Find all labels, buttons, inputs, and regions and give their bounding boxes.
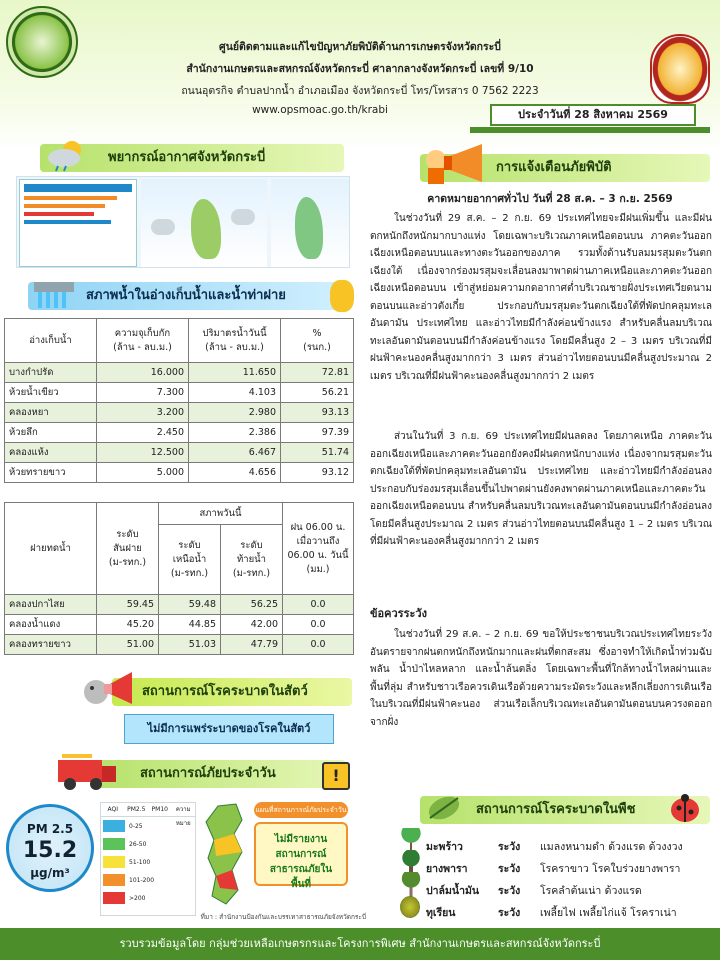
weir-header-upstream: ระดับ เหนือน้ำ (ม-รทก.) (159, 525, 221, 595)
weir-header-today: สภาพวันนี้ (159, 503, 283, 525)
footer (0, 928, 720, 960)
aqi-level-row: 51-100 (101, 853, 195, 871)
table-row: ห้วยน้ำเขียว 7.300 4.103 56.21 (5, 383, 354, 403)
report-date: ประจำวันที่ 28 สิงหาคม 2569 (490, 104, 696, 126)
header-line-2: สำนักงานเกษตรและสหกรณ์จังหวัดกระบี่ ศาลากลางจังหวัดกระบี่ เลขที่ 9/10 (186, 63, 534, 75)
warn-label: ระวัง (498, 907, 521, 919)
krabi-seal-logo (650, 34, 710, 104)
weir-header-downstream: ระดับ ท้ายน้ำ (ม-รทก.) (221, 525, 283, 595)
header-line-3: ถนนอุตรกิจ ตำบลปากน้ำ อำเภอเมือง จังหวัดกระบี่ โทร/โทรสาร 0 7562 2223 (181, 85, 539, 97)
pest-detail: โรคลำต้นเน่า ด้วงแรด (540, 885, 642, 897)
animal-title: สถานการณ์โรคระบาดในสัตว์ (142, 684, 308, 699)
animal-status-text: ไม่มีการแพร่ระบาดของโรคในสัตว์ (147, 722, 311, 735)
leaf-icon (424, 790, 464, 826)
megaphone-animal-icon (82, 666, 140, 710)
fire-truck-icon (56, 750, 120, 792)
hazard-map (198, 800, 350, 910)
hazard-map-title: แผนที่สถานการณ์ภัยประจำวัน (254, 802, 348, 818)
reservoir-table (4, 318, 354, 483)
aqi-level-row: 101-200 (101, 871, 195, 889)
caution-paragraph: ในช่วงวันที่ 29 ส.ค. – 2 ก.ย. 69 ขอให้ประชาชนบริเวณประเทศไทยระวังอันตรายจากฝนตกหนักถึงหนักมากและฝนที่ตกสะสม ซึ่งอาจทำให้เกิดน้ำท่วมฉับพลัน น้ำป่าไหลหลาก และน้ำล้นตลิ่ง โดยเฉพาะพื้นที่ใกล้ทางน้ำไหลผ่านและพื้นที่ลุ่ม สำหรับชาวเรือควรเดินเรือด้วยความระมัดระวังและหลีกเลี่ยงการเดินเรือในบริเวณที่มีฝนฟ้าคะนอง ส่วนเรือเล็กบริเวณทะเลอันดามันตอนบนควรงดออกจากฝั่ง (370, 629, 712, 728)
weather-forecast-map-1 (141, 179, 267, 267)
table-row: คลองปกาไสย 59.45 59.48 56.25 0.0 (5, 595, 354, 615)
table-row: คลองทรายขาว 51.00 51.03 47.79 0.0 (5, 635, 354, 655)
durian-icon (400, 896, 420, 918)
weir-header-crest: ระดับ สันฝาย (ม-รทก.) (97, 503, 159, 595)
table-row: ห้วยลึก 2.450 2.386 97.39 (5, 423, 354, 443)
aqi-header-row: AQI PM2.5 PM10 ความหมาย (101, 803, 195, 817)
plant-title: สถานการณ์โรคระบาดในพืช (476, 802, 636, 817)
megaphone-icon (424, 142, 486, 186)
pest-detail: แมลงหนามดำ ด้วงแรด ด้วงงวง (540, 841, 683, 853)
weir-header-name: ฝายทดน้ำ (5, 503, 97, 595)
daily-banner (96, 760, 346, 788)
palm-icon (400, 872, 422, 898)
weather-cloud-icon (44, 138, 88, 172)
table-row: คลองน้ำแดง 45.20 44.85 42.00 0.0 (5, 615, 354, 635)
hazard-source: ที่มา : สำนักงานป้องกันและบรรเทาสาธารณภัยจังหวัดกระบี่ (200, 913, 366, 921)
pm25-unit: μg/m³ (30, 866, 70, 880)
weir-table (4, 502, 354, 655)
dam-icon (32, 276, 76, 312)
table-row: บางกำปรัด 16.000 11.650 72.81 (5, 363, 354, 383)
caution-sign-icon: ! (322, 762, 350, 790)
alert-title: การแจ้งเตือนภัยพิบัติ (496, 160, 612, 175)
animal-banner (112, 678, 352, 706)
water-title: สภาพน้ำในอ่างเก็บน้ำและน้ำท่าฝาย (86, 288, 286, 303)
table-row: คลองแห้ง 12.500 6.467 51.74 (5, 443, 354, 463)
table-row: คลองหยา 3.200 2.980 93.13 (5, 403, 354, 423)
ministry-seal-logo (6, 6, 78, 78)
pm25-label: PM 2.5 (26, 822, 74, 836)
reservoir-header-row (5, 319, 354, 363)
reservoir-header-volume: ปริมาตรน้ำวันนี้ (ล้าน - ลบ.ม.) (189, 319, 281, 363)
weather-warning-thumbnail (19, 179, 137, 267)
pest-detail: โรคราขาว โรคใบร่วงยางพารา (540, 863, 681, 875)
alert-paragraph-2: ส่วนในวันที่ 3 ก.ย. 69 ประเทศไทยมีฝนลดลง โดยภาคเหนือ ภาคตะวันออกเฉียงเหนือและภาคตะวันออกยังคงมีฝนตกหนักบางแห่ง เนื่องจากมรสุมตะวันตกเฉียงใต้ที่พัดปกคลุมทะเลอันดามัน ประเทศไทย และอ่าวไทยมีกำลังอ่อนลง ประกอบกับร่องมรสุมเลื่อนขึ้นไปพาดผ่านยังคงพาดผ่านภาคเหนือและภาคตะวันออกเฉียงเหนือตอนบน สำหรับคลื่นลมบริเวณทะเลอันดามันตอนบนมีกำลังอ่อนลง โดยมีคลื่นสูงประมาณ 2 เมตร ส่วนอ่าวไทยตอนบนมีคลื่นสูง 1 – 2 เมตร บริเวณที่มีฝนฟ้าคะนองคลื่นสูงมากกว่า 2 เมตร (370, 431, 712, 547)
aqi-level-row: >200 (101, 889, 195, 907)
crop-name: ปาล์มน้ำมัน (426, 885, 480, 897)
header-line-1: ศูนย์ติดตามและแก้ไขปัญหาภัยพิบัติด้านการเกษตรจังหวัดกระบี่ (219, 41, 501, 53)
animal-status-box (124, 714, 334, 744)
alert-paragraph-1: ในช่วงวันที่ 29 ส.ค. – 2 ก.ย. 69 ประเทศไทยจะมีฝนเพิ่มขึ้น และมีฝนตกหนักถึงหนักมากบางแห่ง โดยเฉพาะบริเวณภาคเหนือตอนบน ภาคตะวันออกเฉียงเหนือตอนบนและทางตะวันออกของภาค รวมทั้งด้านรับลมมรสุมตะวันตกเฉียงใต้ เนื่องจากร่องมรสุมจะเลื่อนลงมาพาดผ่านภาคเหนือและภาคตะวันออกเฉียงเหนือตอนบน เข้าสู่หย่อมความกดอากาศต่ำบริเวณชายฝั่งประเทศเวียดนามตอนบนและอ่าวตังเกี๋ย ประกอบกับมรสุมตะวันตกเฉียงใต้ที่พัดปกคลุมทะเลอันดามัน ประเทศไทย และอ่าวไทยมีกำลังค่อนข้างแรง สำหรับคลื่นลมบริเวณทะเลอันดามันตอนบนมีกำลังค่อนข้างแรง โดยมีคลื่นสูง 2 – 3 เมตร บริเวณที่มีฝนฟ้าคะนองคลื่นสูงมากกว่า 3 เมตร ส่วนอ่าวไทยตอนบนมีคลื่นสูงประมาณ 2 เมตร บริเวณที่มีฝนฟ้าคะนองคลื่นสูงมากกว่า 2 เมตร (370, 213, 712, 382)
aqi-legend (100, 802, 196, 916)
warn-label: ระวัง (498, 885, 521, 897)
aqi-level-row: 0-25 (101, 817, 195, 835)
weir-header-row-1 (5, 503, 354, 525)
weather-forecast-images (16, 176, 350, 268)
aqi-level-row: 26-50 (101, 835, 195, 853)
forecast-period: คาดหมายอากาศทั่วไป วันที่ 28 ส.ค. – 3 ก.ย. 2569 (427, 193, 673, 205)
weather-title: พยากรณ์อากาศจังหวัดกระบี่ (108, 150, 266, 165)
pm25-panel (4, 800, 98, 916)
table-row: ห้วยทรายขาว 5.000 4.656 93.12 (5, 463, 354, 483)
crop-name: มะพร้าว (426, 841, 463, 853)
crop-name: ทุเรียน (426, 907, 456, 919)
footer-text: รวบรวมข้อมูลโดย กลุ่มช่วยเหลือเกษตรกรและโครงการพิเศษ สำนักงานเกษตรและสหกรณ์จังหวัดกระบี่ (119, 937, 601, 950)
weir-header-rain: ฝน 06.00 น. เมื่อวานถึง 06.00 น. วันนี้ (มม.) (283, 503, 354, 595)
crop-name: ยางพารา (426, 863, 468, 875)
weather-forecast-map-2 (271, 179, 349, 267)
caution-title: ข้อควรระวัง (370, 607, 427, 620)
reservoir-header-percent: % (รนก.) (281, 319, 354, 363)
water-banner (28, 282, 350, 310)
reservoir-header-capacity: ความจุเก็บกัก (ล้าน - ลบ.ม.) (97, 319, 189, 363)
pm25-value: 15.2 (22, 838, 78, 863)
pest-detail: เพลี้ยไฟ เพลี้ยไก่แจ้ โรคราเน่า (540, 907, 677, 919)
warn-label: ระวัง (498, 841, 521, 853)
no-hazard-box (254, 822, 348, 890)
daily-title: สถานการณ์ภัยประจำวัน (140, 766, 276, 781)
ladybug-icon (668, 792, 702, 824)
warn-label: ระวัง (498, 863, 521, 875)
no-hazard-text: ไม่มีรายงานสถานการณ์สาธารณภัยในพื้นที่ (269, 834, 333, 890)
reservoir-header-name: อ่างเก็บน้ำ (5, 319, 97, 363)
farmer-icon (330, 280, 354, 312)
header-divider (470, 127, 710, 133)
header-website[interactable]: www.opsmoac.go.th/krabi (252, 104, 388, 116)
